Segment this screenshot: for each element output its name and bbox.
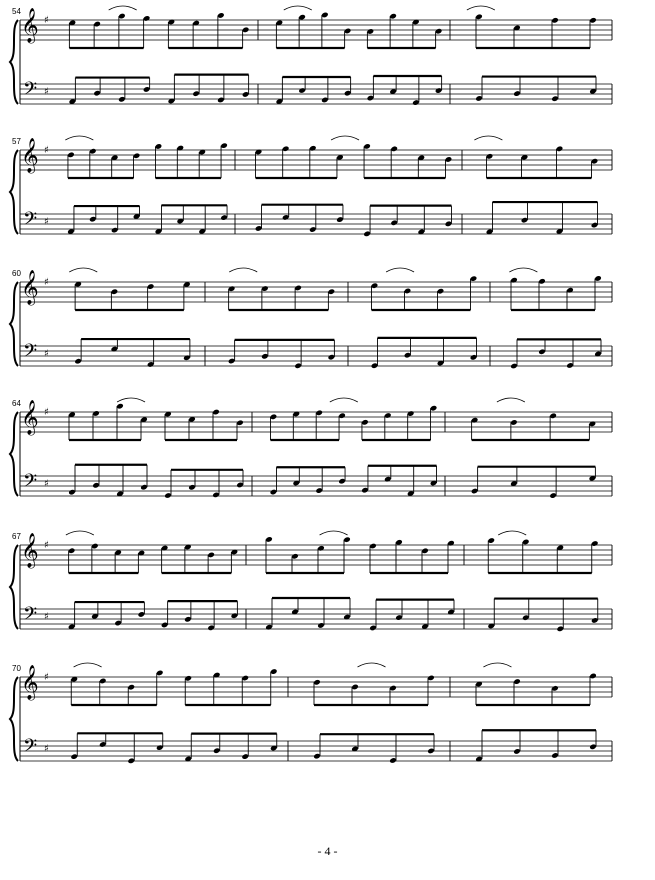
key-sharp-icon: ♯ [44,145,49,156]
brace [10,412,18,496]
slur [284,6,312,10]
treble-clef-icon: 𝄞 [21,138,39,173]
brace [10,282,18,366]
measure-number: 60 [12,269,21,278]
key-sharp-icon: ♯ [44,540,49,551]
system [10,268,612,369]
slur [117,398,145,402]
bass-clef-icon: 𝄢 [23,209,38,234]
slur [483,663,511,667]
key-sharp-icon: ♯ [44,743,49,755]
slur [330,398,358,402]
key-sharp-icon: ♯ [44,15,49,26]
brace [10,20,18,104]
slur [497,398,525,402]
slur [474,136,502,140]
treble-clef-icon: 𝄞 [21,8,39,43]
slur [66,531,94,535]
key-sharp-icon: ♯ [44,611,49,623]
slur [69,268,97,272]
slur [498,531,526,535]
slur [509,268,537,272]
slur [467,6,495,10]
treble-clef-icon: 𝄞 [21,270,39,305]
key-sharp-icon: ♯ [44,478,49,490]
bass-clef-icon: 𝄢 [23,471,38,496]
key-sharp-icon: ♯ [44,277,49,288]
bass-clef-icon: 𝄢 [23,341,38,366]
measure-number: 64 [12,399,21,408]
measure-number: 70 [12,664,21,673]
system [10,398,612,499]
key-sharp-icon: ♯ [44,672,49,683]
slur [229,268,257,272]
slur [109,6,137,10]
key-sharp-icon: ♯ [44,407,49,418]
slur [320,531,348,535]
brace [10,677,18,761]
slur [74,663,102,667]
measure-number: 67 [12,532,21,541]
system [10,531,612,632]
measure-number: 54 [12,7,21,16]
brace [10,150,18,234]
bass-clef-icon: 𝄢 [23,79,38,104]
system [10,663,612,764]
slur [358,663,386,667]
key-sharp-icon: ♯ [44,216,49,228]
bass-clef-icon: 𝄢 [23,604,38,629]
bass-clef-icon: 𝄢 [23,736,38,761]
system [10,6,612,106]
treble-clef-icon: 𝄞 [21,665,39,700]
measure-number: 57 [12,137,21,146]
brace [10,545,18,629]
slur [386,268,414,272]
treble-clef-icon: 𝄞 [21,533,39,568]
system [10,136,612,237]
slur [65,136,93,140]
slur [331,136,359,140]
key-sharp-icon: ♯ [44,348,49,360]
page-number: - 4 - [317,844,338,858]
treble-clef-icon: 𝄞 [21,400,39,435]
key-sharp-icon: ♯ [44,86,49,98]
